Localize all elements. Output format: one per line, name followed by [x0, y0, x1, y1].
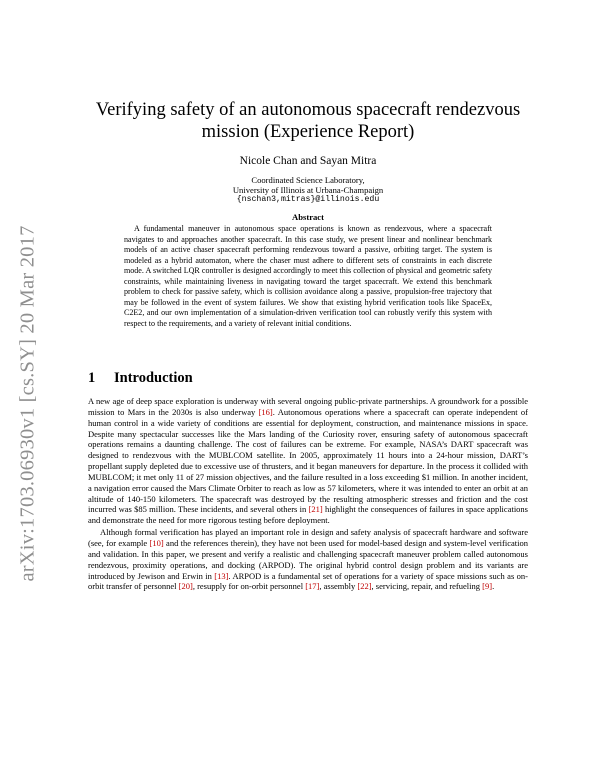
paper-title [88, 99, 528, 143]
paragraph-text: . Autonomous operations where a spacecraft can operate independent of human control in a wide variety of conditions are essential for deployment, construction, and maintenance missions in space. Despite many spectacular successes like the Mars landing of the Curiosity rover, ensuring safety of autonomous spacecraft operations remains a daunting challenge. The cost of failures can be extreme. For example, NASA’s DART spacecraft was designed to rendezvous with the MUBLCOM satellite. In 2005, approximately 11 hours into a 24-hour mission, DART’s propellant supply depleted due to excessive use of thrusters, and it began maneuvers for departure. In the process it collided with MUBLCOM; it met only 11 of 27 mission objectives, and the failure resulted in a loss exceeding $1 million. In another incident, a navigation error caused the Mars Climate Orbiter to reach as low as 57 kilometers, where it was intended to enter an orbit at an altitude of 140-150 kilometers. The spacecraft was destroyed by the resulting atmospheric stresses and friction and the cost incurred was $85 million. These incidents, and several others in [88, 406, 528, 515]
paragraph-text: . [492, 581, 495, 592]
author-list: Nicole Chan and Sayan Mitra [239, 155, 377, 167]
paragraph-1 [88, 396, 528, 526]
citation-link[interactable]: [20] [178, 581, 193, 592]
author-emails: {nschan3,mitras}@illinois.edu [236, 195, 380, 205]
abstract-text: A fundamental maneuver in autonomous space operations is known as rendezvous, where a spacecraft navigates to and approaches another spacecraft. In this case study, we present linear and nonlinear benchmark models of an active chaser spacecraft performing rendezvous toward a passive, orbiting target. The system is modeled as a hybrid automaton, where the chaser must adhere to different sets of constraints in each discrete mode. A switched LQR controller is designed accordingly to meet this collection of physical and geometric safety constraints, while maintaining liveness in navigating toward the target spacecraft. We extend this benchmark problem to check for passive safety, which is collision avoidance along a passive, propulsion-free trajectory that may be followed in the event of system failures. We show that existing hybrid verification tools like SpaceEx, C2E2, and our own implementation of a simulation-driven verification tool can robustly verify this system with respect to the requirements, and a variety of relevant initial conditions. [124, 224, 492, 328]
title-line-1: Verifying safety of an autonomous spacecraft rendezvous [95, 100, 521, 120]
citation-link[interactable]: [13] [214, 570, 229, 581]
paragraph-2 [88, 527, 528, 592]
section-heading [88, 370, 528, 387]
citation-link[interactable]: [21] [308, 504, 323, 515]
citation-link[interactable]: [10] [149, 537, 164, 548]
paragraph-text: , resupply for on-orbit personnel [192, 581, 306, 592]
title-line-2: mission (Experience Report) [201, 122, 415, 142]
citation-link[interactable]: [16] [258, 406, 273, 417]
affiliation [88, 175, 528, 206]
arxiv-stamp [6, 178, 50, 628]
paragraph-text: highlight the consequences of failures in space applications and demonstrate the need for more rigorous testing before deployment. [88, 504, 528, 526]
section-number: 1 [88, 370, 96, 386]
paragraph-text: . ARPOD is a fundamental set of operations for a variety of space missions such as on-orbit transfer of personnel [88, 570, 528, 592]
paragraph-text: A new age of deep space exploration is underway with several ongoing public-private partnerships. A groundwork for a possible mission to Mars in the 2030s is also underway [88, 396, 528, 417]
paragraph-text: and the references therein), they have not been used for model-based design and system-level verification and validation. In this paper, we present and verify a realistic and challenging spacecraft maneuver problem called autonomous rendezvous, proximity operations, and docking (ARPOD). The original hybrid control design problem and its variants are introduced by Jewison and Erwin in [88, 537, 529, 581]
affiliation-university: University of Illinois at Urbana-Champaign [232, 185, 384, 196]
citation-link[interactable]: [17] [305, 581, 320, 592]
section-title: Introduction [114, 370, 193, 386]
paragraph-text: Although formal verification has played an important role in design and safety analysis of spacecraft hardware and software (see, for example [88, 527, 528, 548]
affiliation-lab: Coordinated Science Laboratory, [251, 175, 365, 185]
arxiv-stamp-text: arXiv:1703.06930v1 [cs.SY] 20 Mar 2017 [16, 224, 39, 582]
citation-link[interactable]: [22] [357, 581, 372, 592]
abstract-heading: Abstract [292, 212, 324, 222]
paragraph-text: , servicing, repair, and refueling [371, 581, 483, 592]
citation-link[interactable]: [9] [482, 581, 493, 592]
introduction-body [88, 396, 528, 592]
paragraph-text: , assembly [319, 581, 358, 592]
